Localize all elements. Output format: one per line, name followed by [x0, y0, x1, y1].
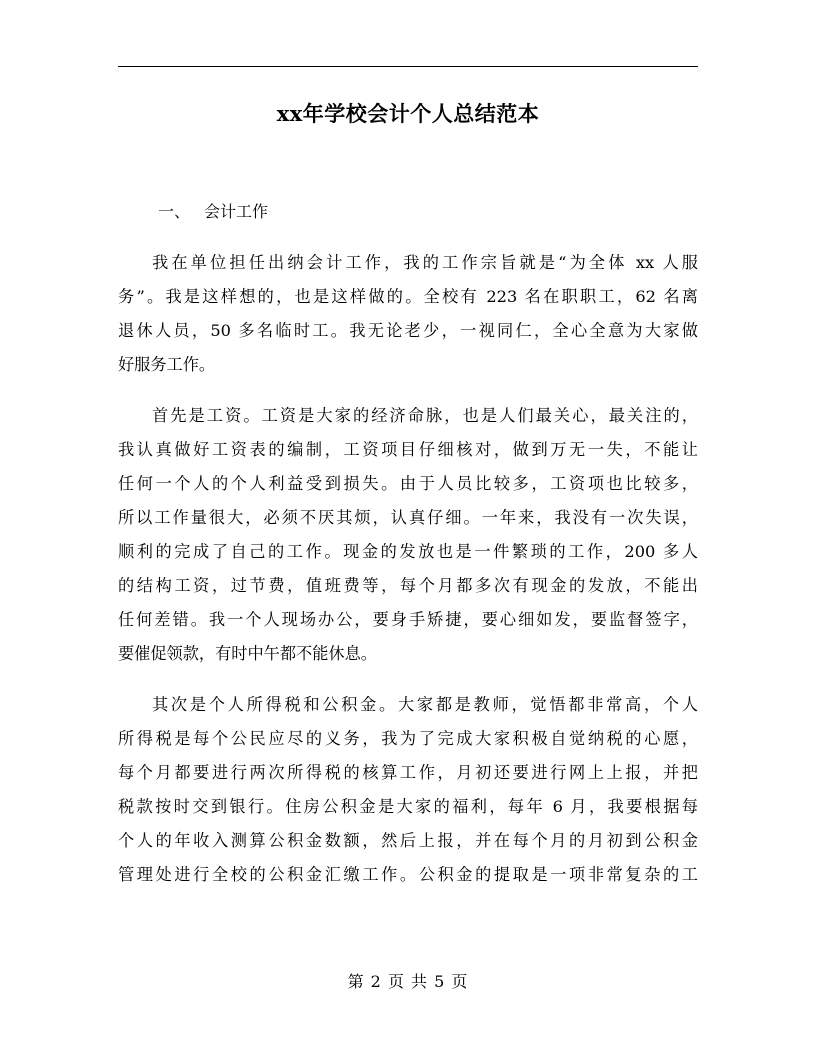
paragraph-line: 好服务工作。: [118, 355, 216, 374]
paragraph-line: 税款按时交到银行。住房公积金是大家的福利，每年 6 月，我要根据每: [118, 797, 698, 816]
paragraph-line: 要催促领款，有时中午都不能休息。: [118, 644, 377, 663]
document-title: xx年学校会计个人总结范本: [276, 101, 540, 126]
header-rule: [118, 66, 698, 67]
paragraph: [118, 399, 698, 671]
section-heading-text: 会计工作: [204, 202, 269, 221]
paragraph-line: 退休人员，50 多名临时工。我无论老少，一视同仁，全心全意为大家做: [118, 321, 698, 340]
paragraph-line: 顺利的完成了自己的工作。现金的发放也是一件繁琐的工作，200 多人: [118, 542, 698, 561]
document-body: [118, 246, 698, 909]
paragraph-line: 所得税是每个公民应尽的义务，我为了完成大家积极自觉纳税的心愿，: [118, 729, 698, 748]
paragraph: [118, 688, 698, 892]
page-footer: 第 2 页 共 5 页: [347, 972, 469, 991]
paragraph-line: 其次是个人所得税和公积金。大家都是教师，觉悟都非常高，个人: [152, 695, 698, 714]
paragraph-line: 务”。我是这样想的，也是这样做的。全校有 223 名在职职工，62 名离: [118, 287, 698, 306]
paragraph-line: 任何差错。我一个人现场办公，要身手矫捷，要心细如发，要监督签字，: [118, 610, 698, 629]
paragraph-line: 管理处进行全校的公积金汇缴工作。公积金的提取是一项非常复杂的工: [118, 865, 698, 884]
paragraph-line: 的结构工资，过节费，值班费等，每个月都多次有现金的发放，不能出: [118, 576, 698, 595]
section-number: 一、: [158, 202, 191, 221]
paragraph: [118, 246, 698, 382]
paragraph-line: 所以工作量很大，必须不厌其烦，认真仔细。一年来，我没有一次失误，: [118, 508, 698, 527]
paragraph-line: 我在单位担任出纳会计工作，我的工作宗旨就是“为全体 xx 人服: [152, 253, 698, 272]
paragraph-line: 每个月都要进行两次所得税的核算工作，月初还要进行网上上报，并把: [118, 763, 698, 782]
paragraph-line: 个人的年收入测算公积金数额，然后上报，并在每个月的月初到公积金: [118, 831, 698, 850]
section-heading: [158, 198, 268, 226]
paragraph-line: 首先是工资。工资是大家的经济命脉，也是人们最关心，最关注的，: [152, 406, 698, 425]
paragraph-line: 我认真做好工资表的编制，工资项目仔细核对，做到万无一失，不能让: [118, 440, 698, 459]
paragraph-line: 任何一个人的个人利益受到损失。由于人员比较多，工资项也比较多，: [118, 474, 698, 493]
